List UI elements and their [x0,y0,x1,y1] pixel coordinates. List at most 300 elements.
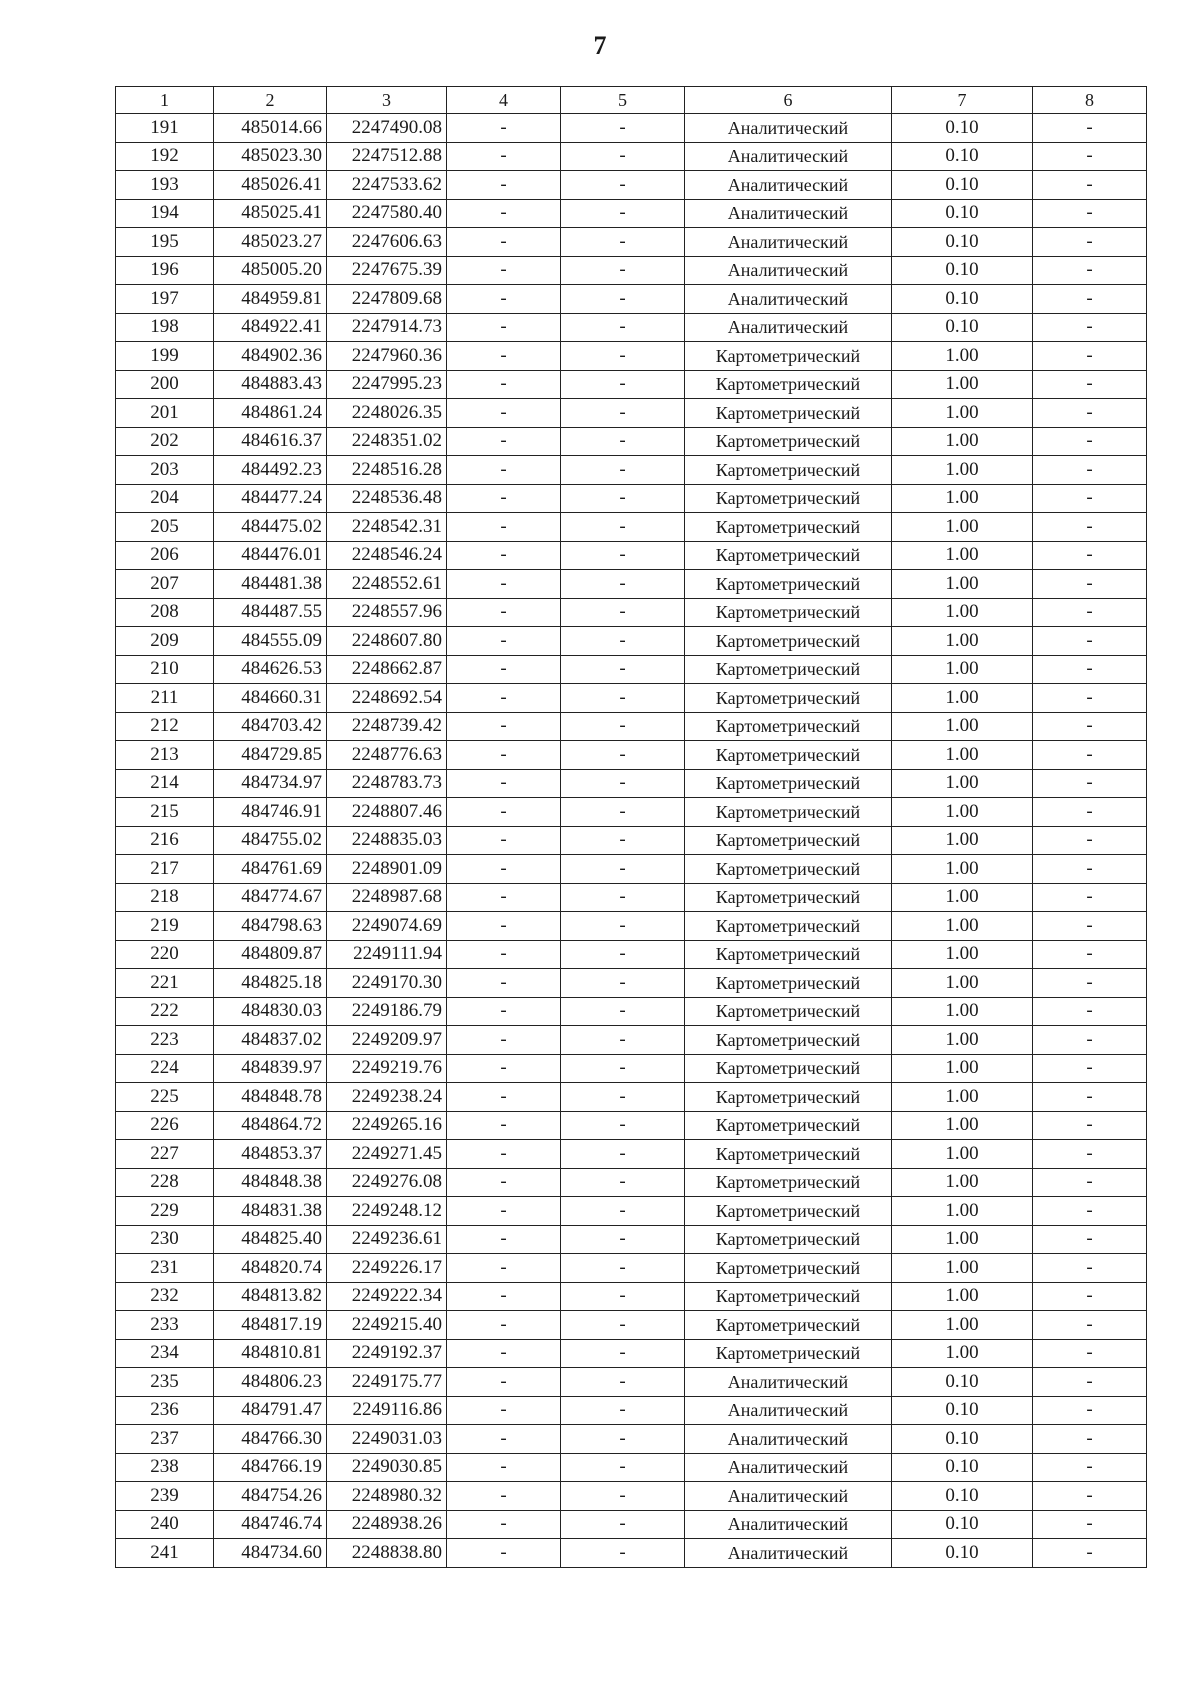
column-8-cell: - [1033,883,1147,912]
x-coordinate-cell: 484616.37 [214,427,327,456]
table-row [116,741,1147,770]
accuracy-cell: 1.00 [892,541,1033,570]
method-cell: Картометрический [685,456,892,485]
accuracy-cell: 0.10 [892,256,1033,285]
column-4-cell: - [447,513,561,542]
y-coordinate-cell: 2247580.40 [327,199,447,228]
column-header: 3 [327,87,447,114]
point-number-cell: 210 [116,655,214,684]
column-4-cell: - [447,655,561,684]
table-row [116,855,1147,884]
y-coordinate-cell: 2248987.68 [327,883,447,912]
point-number-cell: 230 [116,1225,214,1254]
x-coordinate-cell: 484734.97 [214,769,327,798]
column-8-cell: - [1033,798,1147,827]
method-cell: Картометрический [685,655,892,684]
column-8-cell: - [1033,570,1147,599]
y-coordinate-cell: 2249236.61 [327,1225,447,1254]
column-8-cell: - [1033,399,1147,428]
point-number-cell: 213 [116,741,214,770]
column-5-cell: - [561,655,685,684]
accuracy-cell: 0.10 [892,1482,1033,1511]
accuracy-cell: 0.10 [892,114,1033,143]
column-5-cell: - [561,570,685,599]
column-8-cell: - [1033,1140,1147,1169]
point-number-cell: 234 [116,1339,214,1368]
table-row [116,1453,1147,1482]
accuracy-cell: 1.00 [892,1168,1033,1197]
x-coordinate-cell: 484813.82 [214,1282,327,1311]
column-5-cell: - [561,171,685,200]
column-5-cell: - [561,114,685,143]
column-5-cell: - [561,513,685,542]
column-4-cell: - [447,456,561,485]
table-body [116,114,1147,1568]
y-coordinate-cell: 2249074.69 [327,912,447,941]
column-8-cell: - [1033,142,1147,171]
table-row [116,1368,1147,1397]
x-coordinate-cell: 484902.36 [214,342,327,371]
y-coordinate-cell: 2248807.46 [327,798,447,827]
point-number-cell: 211 [116,684,214,713]
column-5-cell: - [561,256,685,285]
y-coordinate-cell: 2248783.73 [327,769,447,798]
column-header: 4 [447,87,561,114]
point-number-cell: 222 [116,997,214,1026]
column-4-cell: - [447,1425,561,1454]
table-row [116,940,1147,969]
column-header: 5 [561,87,685,114]
column-8-cell: - [1033,855,1147,884]
column-4-cell: - [447,826,561,855]
column-4-cell: - [447,1054,561,1083]
column-5-cell: - [561,598,685,627]
method-cell: Картометрический [685,1197,892,1226]
column-8-cell: - [1033,1425,1147,1454]
x-coordinate-cell: 484825.18 [214,969,327,998]
column-8-cell: - [1033,1339,1147,1368]
column-4-cell: - [447,171,561,200]
x-coordinate-cell: 484830.03 [214,997,327,1026]
column-5-cell: - [561,712,685,741]
accuracy-cell: 1.00 [892,456,1033,485]
y-coordinate-cell: 2248546.24 [327,541,447,570]
column-5-cell: - [561,1453,685,1482]
table-row [116,826,1147,855]
x-coordinate-cell: 484755.02 [214,826,327,855]
y-coordinate-cell: 2248838.80 [327,1539,447,1568]
y-coordinate-cell: 2249215.40 [327,1311,447,1340]
column-4-cell: - [447,1339,561,1368]
column-8-cell: - [1033,427,1147,456]
table-row [116,114,1147,143]
accuracy-cell: 1.00 [892,427,1033,456]
accuracy-cell: 1.00 [892,598,1033,627]
x-coordinate-cell: 484864.72 [214,1111,327,1140]
accuracy-cell: 1.00 [892,1339,1033,1368]
point-number-cell: 195 [116,228,214,257]
column-4-cell: - [447,1083,561,1112]
x-coordinate-cell: 484848.38 [214,1168,327,1197]
column-8-cell: - [1033,741,1147,770]
accuracy-cell: 1.00 [892,1197,1033,1226]
table-row [116,541,1147,570]
column-4-cell: - [447,427,561,456]
column-4-cell: - [447,228,561,257]
accuracy-cell: 1.00 [892,1225,1033,1254]
column-5-cell: - [561,1311,685,1340]
method-cell: Картометрический [685,1225,892,1254]
x-coordinate-cell: 484555.09 [214,627,327,656]
column-8-cell: - [1033,199,1147,228]
method-cell: Картометрический [685,1026,892,1055]
table-row [116,1425,1147,1454]
method-cell: Картометрический [685,798,892,827]
method-cell: Картометрический [685,1111,892,1140]
method-cell: Картометрический [685,541,892,570]
y-coordinate-cell: 2248351.02 [327,427,447,456]
accuracy-cell: 1.00 [892,513,1033,542]
column-5-cell: - [561,741,685,770]
x-coordinate-cell: 484766.19 [214,1453,327,1482]
table-row [116,427,1147,456]
accuracy-cell: 1.00 [892,1140,1033,1169]
x-coordinate-cell: 484839.97 [214,1054,327,1083]
column-4-cell: - [447,1396,561,1425]
x-coordinate-cell: 484883.43 [214,370,327,399]
point-number-cell: 227 [116,1140,214,1169]
x-coordinate-cell: 484492.23 [214,456,327,485]
point-number-cell: 232 [116,1282,214,1311]
accuracy-cell: 1.00 [892,969,1033,998]
column-5-cell: - [561,627,685,656]
method-cell: Картометрический [685,1254,892,1283]
accuracy-cell: 1.00 [892,883,1033,912]
column-8-cell: - [1033,1311,1147,1340]
x-coordinate-cell: 485023.27 [214,228,327,257]
y-coordinate-cell: 2249248.12 [327,1197,447,1226]
column-4-cell: - [447,627,561,656]
x-coordinate-cell: 485023.30 [214,142,327,171]
column-5-cell: - [561,798,685,827]
point-number-cell: 233 [116,1311,214,1340]
column-5-cell: - [561,883,685,912]
method-cell: Картометрический [685,627,892,656]
column-4-cell: - [447,712,561,741]
table-row [116,912,1147,941]
table-row [116,342,1147,371]
point-number-cell: 201 [116,399,214,428]
y-coordinate-cell: 2248516.28 [327,456,447,485]
accuracy-cell: 1.00 [892,342,1033,371]
x-coordinate-cell: 485026.41 [214,171,327,200]
column-5-cell: - [561,769,685,798]
column-4-cell: - [447,484,561,513]
column-5-cell: - [561,1368,685,1397]
column-5-cell: - [561,940,685,969]
point-number-cell: 198 [116,313,214,342]
table-row [116,513,1147,542]
accuracy-cell: 1.00 [892,1282,1033,1311]
column-5-cell: - [561,912,685,941]
point-number-cell: 202 [116,427,214,456]
column-8-cell: - [1033,940,1147,969]
method-cell: Картометрический [685,883,892,912]
column-5-cell: - [561,684,685,713]
y-coordinate-cell: 2247914.73 [327,313,447,342]
column-8-cell: - [1033,969,1147,998]
accuracy-cell: 0.10 [892,228,1033,257]
table-row [116,1282,1147,1311]
column-8-cell: - [1033,1197,1147,1226]
column-4-cell: - [447,798,561,827]
table-row [116,285,1147,314]
method-cell: Аналитический [685,1482,892,1511]
column-4-cell: - [447,940,561,969]
column-4-cell: - [447,1111,561,1140]
table-row [116,1111,1147,1140]
column-4-cell: - [447,370,561,399]
accuracy-cell: 1.00 [892,1254,1033,1283]
method-cell: Картометрический [685,712,892,741]
point-number-cell: 208 [116,598,214,627]
column-5-cell: - [561,228,685,257]
column-4-cell: - [447,1168,561,1197]
table-row [116,1054,1147,1083]
y-coordinate-cell: 2247809.68 [327,285,447,314]
y-coordinate-cell: 2247490.08 [327,114,447,143]
accuracy-cell: 0.10 [892,199,1033,228]
method-cell: Картометрический [685,399,892,428]
table-row [116,684,1147,713]
point-number-cell: 229 [116,1197,214,1226]
x-coordinate-cell: 484734.60 [214,1539,327,1568]
method-cell: Картометрический [685,741,892,770]
method-cell: Картометрический [685,1083,892,1112]
column-4-cell: - [447,912,561,941]
column-8-cell: - [1033,456,1147,485]
point-number-cell: 236 [116,1396,214,1425]
y-coordinate-cell: 2248026.35 [327,399,447,428]
table-row [116,997,1147,1026]
x-coordinate-cell: 484660.31 [214,684,327,713]
accuracy-cell: 0.10 [892,142,1033,171]
column-8-cell: - [1033,1083,1147,1112]
column-5-cell: - [561,1225,685,1254]
method-cell: Картометрический [685,598,892,627]
accuracy-cell: 0.10 [892,313,1033,342]
x-coordinate-cell: 484791.47 [214,1396,327,1425]
method-cell: Аналитический [685,1396,892,1425]
y-coordinate-cell: 2249192.37 [327,1339,447,1368]
column-4-cell: - [447,1225,561,1254]
column-5-cell: - [561,427,685,456]
table-row [116,1311,1147,1340]
method-cell: Аналитический [685,1453,892,1482]
x-coordinate-cell: 484746.74 [214,1510,327,1539]
y-coordinate-cell: 2249186.79 [327,997,447,1026]
column-5-cell: - [561,1111,685,1140]
column-5-cell: - [561,1339,685,1368]
x-coordinate-cell: 484853.37 [214,1140,327,1169]
method-cell: Аналитический [685,1510,892,1539]
accuracy-cell: 0.10 [892,1425,1033,1454]
column-8-cell: - [1033,1368,1147,1397]
column-4-cell: - [447,1254,561,1283]
column-5-cell: - [561,484,685,513]
x-coordinate-cell: 484798.63 [214,912,327,941]
column-5-cell: - [561,456,685,485]
y-coordinate-cell: 2249219.76 [327,1054,447,1083]
x-coordinate-cell: 484809.87 [214,940,327,969]
table-row [116,1539,1147,1568]
table-row [116,370,1147,399]
column-4-cell: - [447,114,561,143]
point-number-cell: 238 [116,1453,214,1482]
method-cell: Аналитический [685,256,892,285]
column-5-cell: - [561,1254,685,1283]
column-5-cell: - [561,342,685,371]
x-coordinate-cell: 484487.55 [214,598,327,627]
point-number-cell: 231 [116,1254,214,1283]
page-number: 7 [593,31,607,60]
table-row [116,1254,1147,1283]
method-cell: Картометрический [685,684,892,713]
x-coordinate-cell: 484774.67 [214,883,327,912]
method-cell: Картометрический [685,769,892,798]
point-number-cell: 205 [116,513,214,542]
column-4-cell: - [447,1510,561,1539]
point-number-cell: 212 [116,712,214,741]
point-number-cell: 191 [116,114,214,143]
x-coordinate-cell: 485025.41 [214,199,327,228]
table-row [116,142,1147,171]
column-4-cell: - [447,1539,561,1568]
x-coordinate-cell: 484746.91 [214,798,327,827]
column-5-cell: - [561,1539,685,1568]
column-header: 2 [214,87,327,114]
table-header-row [116,87,1147,114]
accuracy-cell: 1.00 [892,570,1033,599]
point-number-cell: 192 [116,142,214,171]
x-coordinate-cell: 484820.74 [214,1254,327,1283]
column-4-cell: - [447,997,561,1026]
point-number-cell: 196 [116,256,214,285]
table-row [116,1225,1147,1254]
table-row [116,570,1147,599]
method-cell: Картометрический [685,1054,892,1083]
table-row [116,655,1147,684]
column-8-cell: - [1033,684,1147,713]
x-coordinate-cell: 484810.81 [214,1339,327,1368]
table-row [116,1339,1147,1368]
table-row [116,399,1147,428]
point-number-cell: 207 [116,570,214,599]
method-cell: Аналитический [685,171,892,200]
y-coordinate-cell: 2247675.39 [327,256,447,285]
column-8-cell: - [1033,627,1147,656]
accuracy-cell: 0.10 [892,1396,1033,1425]
accuracy-cell: 1.00 [892,399,1033,428]
column-8-cell: - [1033,1026,1147,1055]
column-5-cell: - [561,1425,685,1454]
column-4-cell: - [447,855,561,884]
point-number-cell: 194 [116,199,214,228]
y-coordinate-cell: 2249222.34 [327,1282,447,1311]
column-4-cell: - [447,598,561,627]
column-8-cell: - [1033,256,1147,285]
method-cell: Картометрический [685,370,892,399]
accuracy-cell: 1.00 [892,940,1033,969]
column-5-cell: - [561,199,685,228]
method-cell: Картометрический [685,513,892,542]
accuracy-cell: 0.10 [892,285,1033,314]
point-number-cell: 217 [116,855,214,884]
column-8-cell: - [1033,513,1147,542]
method-cell: Картометрический [685,969,892,998]
x-coordinate-cell: 484754.26 [214,1482,327,1511]
method-cell: Картометрический [685,1282,892,1311]
column-5-cell: - [561,1140,685,1169]
column-4-cell: - [447,342,561,371]
column-8-cell: - [1033,484,1147,513]
point-number-cell: 241 [116,1539,214,1568]
y-coordinate-cell: 2249116.86 [327,1396,447,1425]
column-8-cell: - [1033,598,1147,627]
column-5-cell: - [561,370,685,399]
accuracy-cell: 1.00 [892,712,1033,741]
y-coordinate-cell: 2248552.61 [327,570,447,599]
y-coordinate-cell: 2248692.54 [327,684,447,713]
y-coordinate-cell: 2248542.31 [327,513,447,542]
column-5-cell: - [561,313,685,342]
y-coordinate-cell: 2248557.96 [327,598,447,627]
column-8-cell: - [1033,1254,1147,1283]
accuracy-cell: 1.00 [892,741,1033,770]
column-8-cell: - [1033,285,1147,314]
method-cell: Картометрический [685,427,892,456]
column-8-cell: - [1033,769,1147,798]
x-coordinate-cell: 484477.24 [214,484,327,513]
y-coordinate-cell: 2248536.48 [327,484,447,513]
method-cell: Аналитический [685,1425,892,1454]
y-coordinate-cell: 2249238.24 [327,1083,447,1112]
column-5-cell: - [561,1482,685,1511]
table-row [116,1140,1147,1169]
table-row [116,199,1147,228]
point-number-cell: 220 [116,940,214,969]
column-5-cell: - [561,826,685,855]
column-8-cell: - [1033,1168,1147,1197]
column-4-cell: - [447,1311,561,1340]
column-5-cell: - [561,855,685,884]
table-row [116,484,1147,513]
column-5-cell: - [561,1026,685,1055]
accuracy-cell: 0.10 [892,1368,1033,1397]
y-coordinate-cell: 2249271.45 [327,1140,447,1169]
x-coordinate-cell: 484848.78 [214,1083,327,1112]
method-cell: Аналитический [685,1539,892,1568]
column-4-cell: - [447,541,561,570]
column-8-cell: - [1033,826,1147,855]
x-coordinate-cell: 484481.38 [214,570,327,599]
table-row [116,1168,1147,1197]
method-cell: Аналитический [685,1368,892,1397]
coordinates-table [115,86,1147,1568]
column-5-cell: - [561,1054,685,1083]
table-row [116,1197,1147,1226]
y-coordinate-cell: 2247960.36 [327,342,447,371]
